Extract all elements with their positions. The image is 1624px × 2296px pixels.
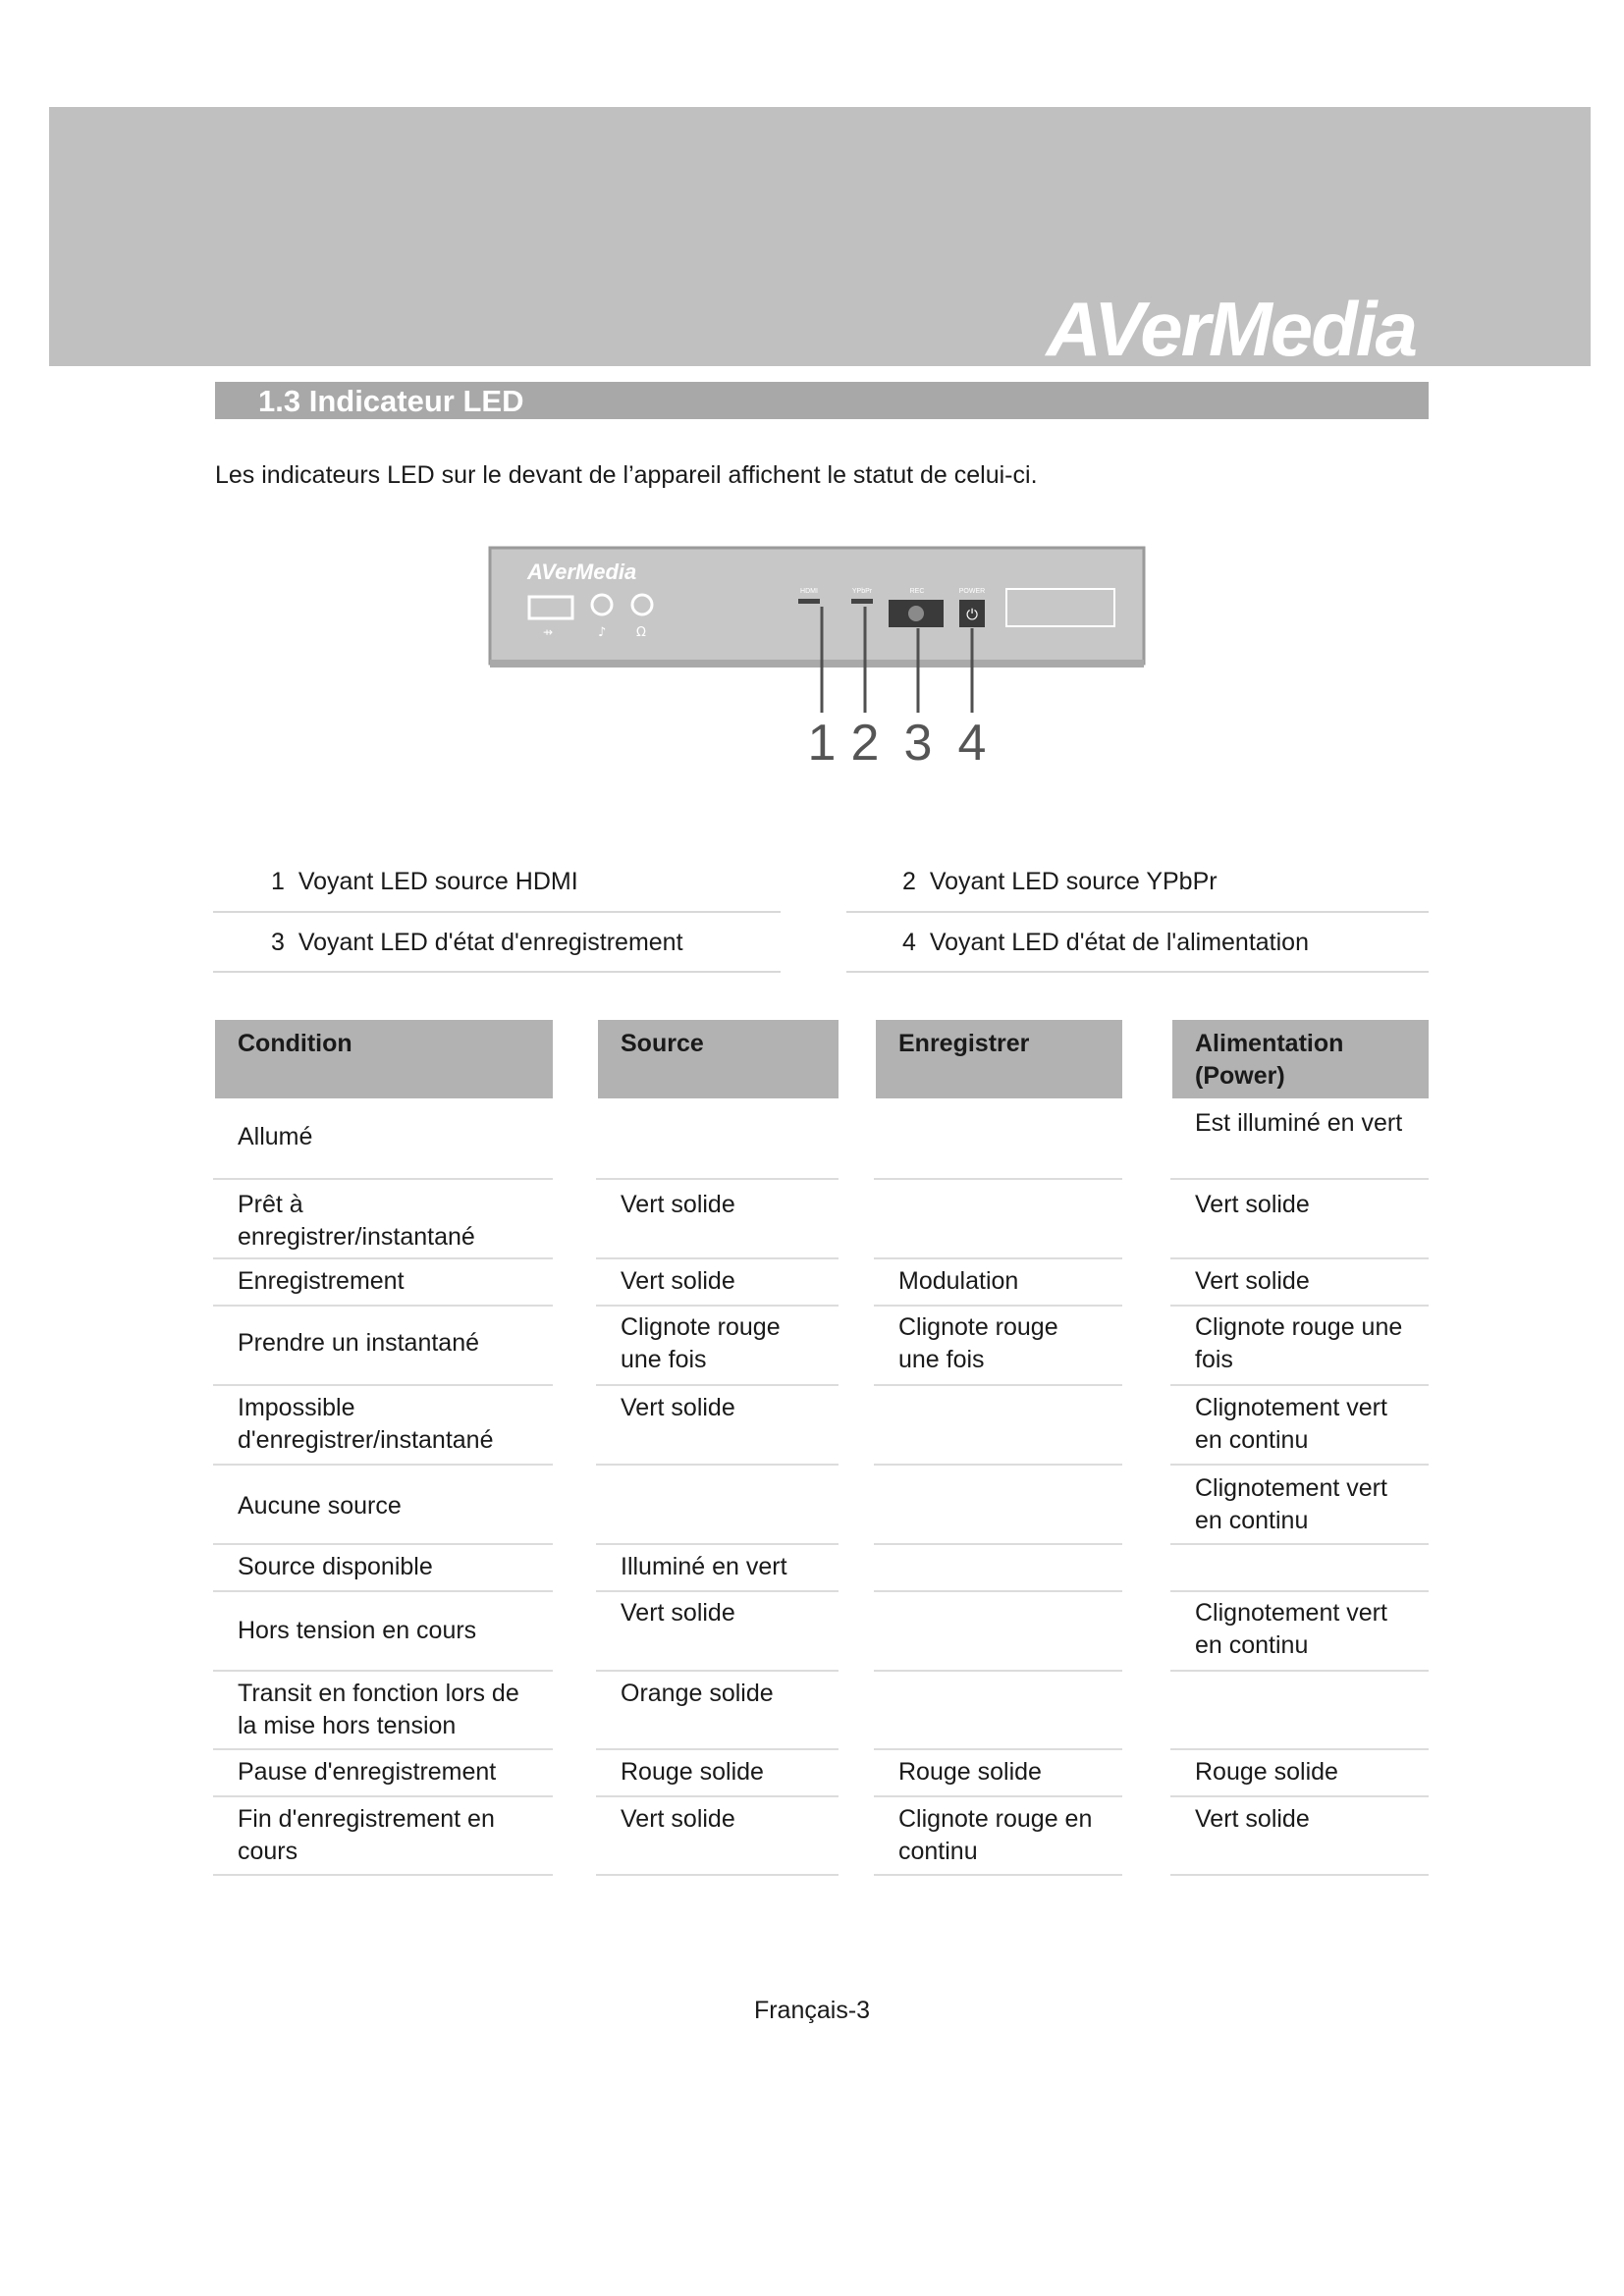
usb-symbol-icon: ⇸ [543,625,554,639]
column-header-label: Source [621,1030,704,1057]
table-cell: Vert solide [621,1599,735,1627]
row-divider [213,1178,553,1180]
table-cell: Rouge solide [1195,1758,1338,1786]
led-label-hdmi: HDMI [800,588,818,595]
column-header-label: Enregistrer [898,1030,1030,1057]
callout-number-2: 2 [850,715,880,772]
device-bottom-edge [490,660,1144,667]
table-cell: Clignote rouge en continu [898,1805,1093,1865]
brand-logo: AVerMedia [1046,286,1416,372]
table-cell: Aucune source [238,1492,402,1520]
table-column-header [598,1020,839,1098]
legend-text: Voyant LED source HDMI [298,868,578,895]
row-divider [596,1464,839,1466]
row-divider [213,1795,553,1797]
row-divider [874,1543,1122,1545]
table-cell: Illuminé en vert [621,1553,787,1580]
row-divider [1170,1464,1429,1466]
row-divider [1170,1874,1429,1876]
row-divider [596,1384,839,1386]
row-divider [213,1384,553,1386]
table-cell: Enregistrement [238,1267,405,1295]
led-label-power: POWER [958,588,986,595]
legend-item-1 [271,868,578,896]
row-divider [1170,1305,1429,1307]
row-divider [213,1748,553,1750]
legend-divider [846,911,1429,913]
table-cell: Vert solide [1195,1191,1310,1218]
row-divider [874,1590,1122,1592]
row-divider [874,1748,1122,1750]
device-brand: AVerMedia [527,560,637,584]
headphone-symbol-icon: Ω [636,625,646,640]
table-cell: Vert solide [621,1805,735,1833]
table-cell: Pause d'enregistrement [238,1758,497,1786]
row-divider [213,1543,553,1545]
hdmi-led [798,599,820,604]
row-divider [596,1874,839,1876]
row-divider [874,1670,1122,1672]
row-divider [1170,1795,1429,1797]
row-divider [1170,1590,1429,1592]
table-cell: Fin d'enregistrement en cours [238,1805,495,1865]
row-divider [596,1670,839,1672]
power-icon: ⏻ [966,606,978,623]
table-cell: Hors tension en cours [238,1617,477,1644]
row-divider [874,1257,1122,1259]
column-header-label: Alimentation (Power) [1195,1030,1344,1090]
row-divider [1170,1670,1429,1672]
row-divider [1170,1748,1429,1750]
row-divider [213,1590,553,1592]
table-column-header [876,1020,1122,1098]
legend-divider [213,911,781,913]
row-divider [874,1178,1122,1180]
led-label-ypbpr: YPbPr [851,588,873,595]
table-cell: Clignotement vert en continu [1195,1599,1387,1659]
intro-paragraph: Les indicateurs LED sur le devant de l’appareil affichent le statut de celui-ci. [215,461,1038,489]
table-cell: Prêt à enregistrer/instantané [238,1191,475,1251]
table-cell: Vert solide [1195,1267,1310,1295]
table-cell: Vert solide [621,1394,735,1421]
row-divider [874,1305,1122,1307]
legend-item-2 [902,868,1218,896]
rec-button-icon [908,606,924,621]
table-column-header [1172,1020,1429,1098]
legend-number: 4 [902,929,916,956]
table-cell: Clignote rouge une fois [621,1313,781,1373]
legend-item-4 [902,929,1309,957]
mic-symbol-icon: ♪ [598,625,607,640]
led-label-rec: REC [909,588,925,595]
table-cell: Rouge solide [621,1758,764,1786]
legend-text: Voyant LED source YPbPr [929,868,1218,895]
row-divider [1170,1178,1429,1180]
legend-text: Voyant LED d'état de l'alimentation [929,929,1309,956]
row-divider [213,1464,553,1466]
table-cell: Clignote rouge une fois [898,1313,1058,1373]
table-cell: Clignote rouge une fois [1195,1313,1403,1373]
table-cell: Impossible d'enregistrer/instantané [238,1394,494,1454]
row-divider [596,1178,839,1180]
row-divider [213,1257,553,1259]
row-divider [1170,1543,1429,1545]
row-divider [874,1874,1122,1876]
legend-number: 2 [902,868,916,895]
table-column-header [215,1020,553,1098]
table-cell: Rouge solide [898,1758,1042,1786]
table-cell: Prendre un instantané [238,1329,480,1357]
table-cell: Vert solide [621,1267,735,1295]
legend-number: 3 [271,929,285,956]
legend-item-3 [271,929,683,957]
row-divider [874,1464,1122,1466]
row-divider [213,1305,553,1307]
callout-number-4: 4 [957,715,987,772]
callout-number-3: 3 [903,715,933,772]
table-cell: Source disponible [238,1553,433,1580]
row-divider [213,1670,553,1672]
page-footer: Français-3 [753,1997,871,2024]
table-cell: Orange solide [621,1680,774,1707]
table-cell: Vert solide [1195,1805,1310,1833]
row-divider [596,1795,839,1797]
row-divider [874,1384,1122,1386]
row-divider [1170,1257,1429,1259]
table-cell: Allumé [238,1123,313,1150]
section-title: 1.3 Indicateur LED [258,384,524,418]
legend-text: Voyant LED d'état d'enregistrement [298,929,683,956]
legend-number: 1 [271,868,285,895]
callout-number-1: 1 [807,715,837,772]
table-cell: Vert solide [621,1191,735,1218]
row-divider [596,1590,839,1592]
table-cell: Transit en fonction lors de la mise hors tension [238,1680,519,1739]
row-divider [596,1257,839,1259]
table-cell: Est illuminé en vert [1195,1109,1403,1137]
legend-divider [213,971,781,973]
device-front-panel-illustration [488,546,1148,781]
section-title-bar [215,382,1429,419]
table-cell: Clignotement vert en continu [1195,1394,1387,1454]
column-header-label: Condition [238,1030,352,1057]
row-divider [596,1305,839,1307]
row-divider [596,1748,839,1750]
table-cell: Clignotement vert en continu [1195,1474,1387,1534]
ypbpr-led [851,599,873,604]
legend-divider [846,971,1429,973]
table-cell: Modulation [898,1267,1019,1295]
row-divider [213,1874,553,1876]
row-divider [874,1795,1122,1797]
row-divider [596,1543,839,1545]
row-divider [1170,1384,1429,1386]
